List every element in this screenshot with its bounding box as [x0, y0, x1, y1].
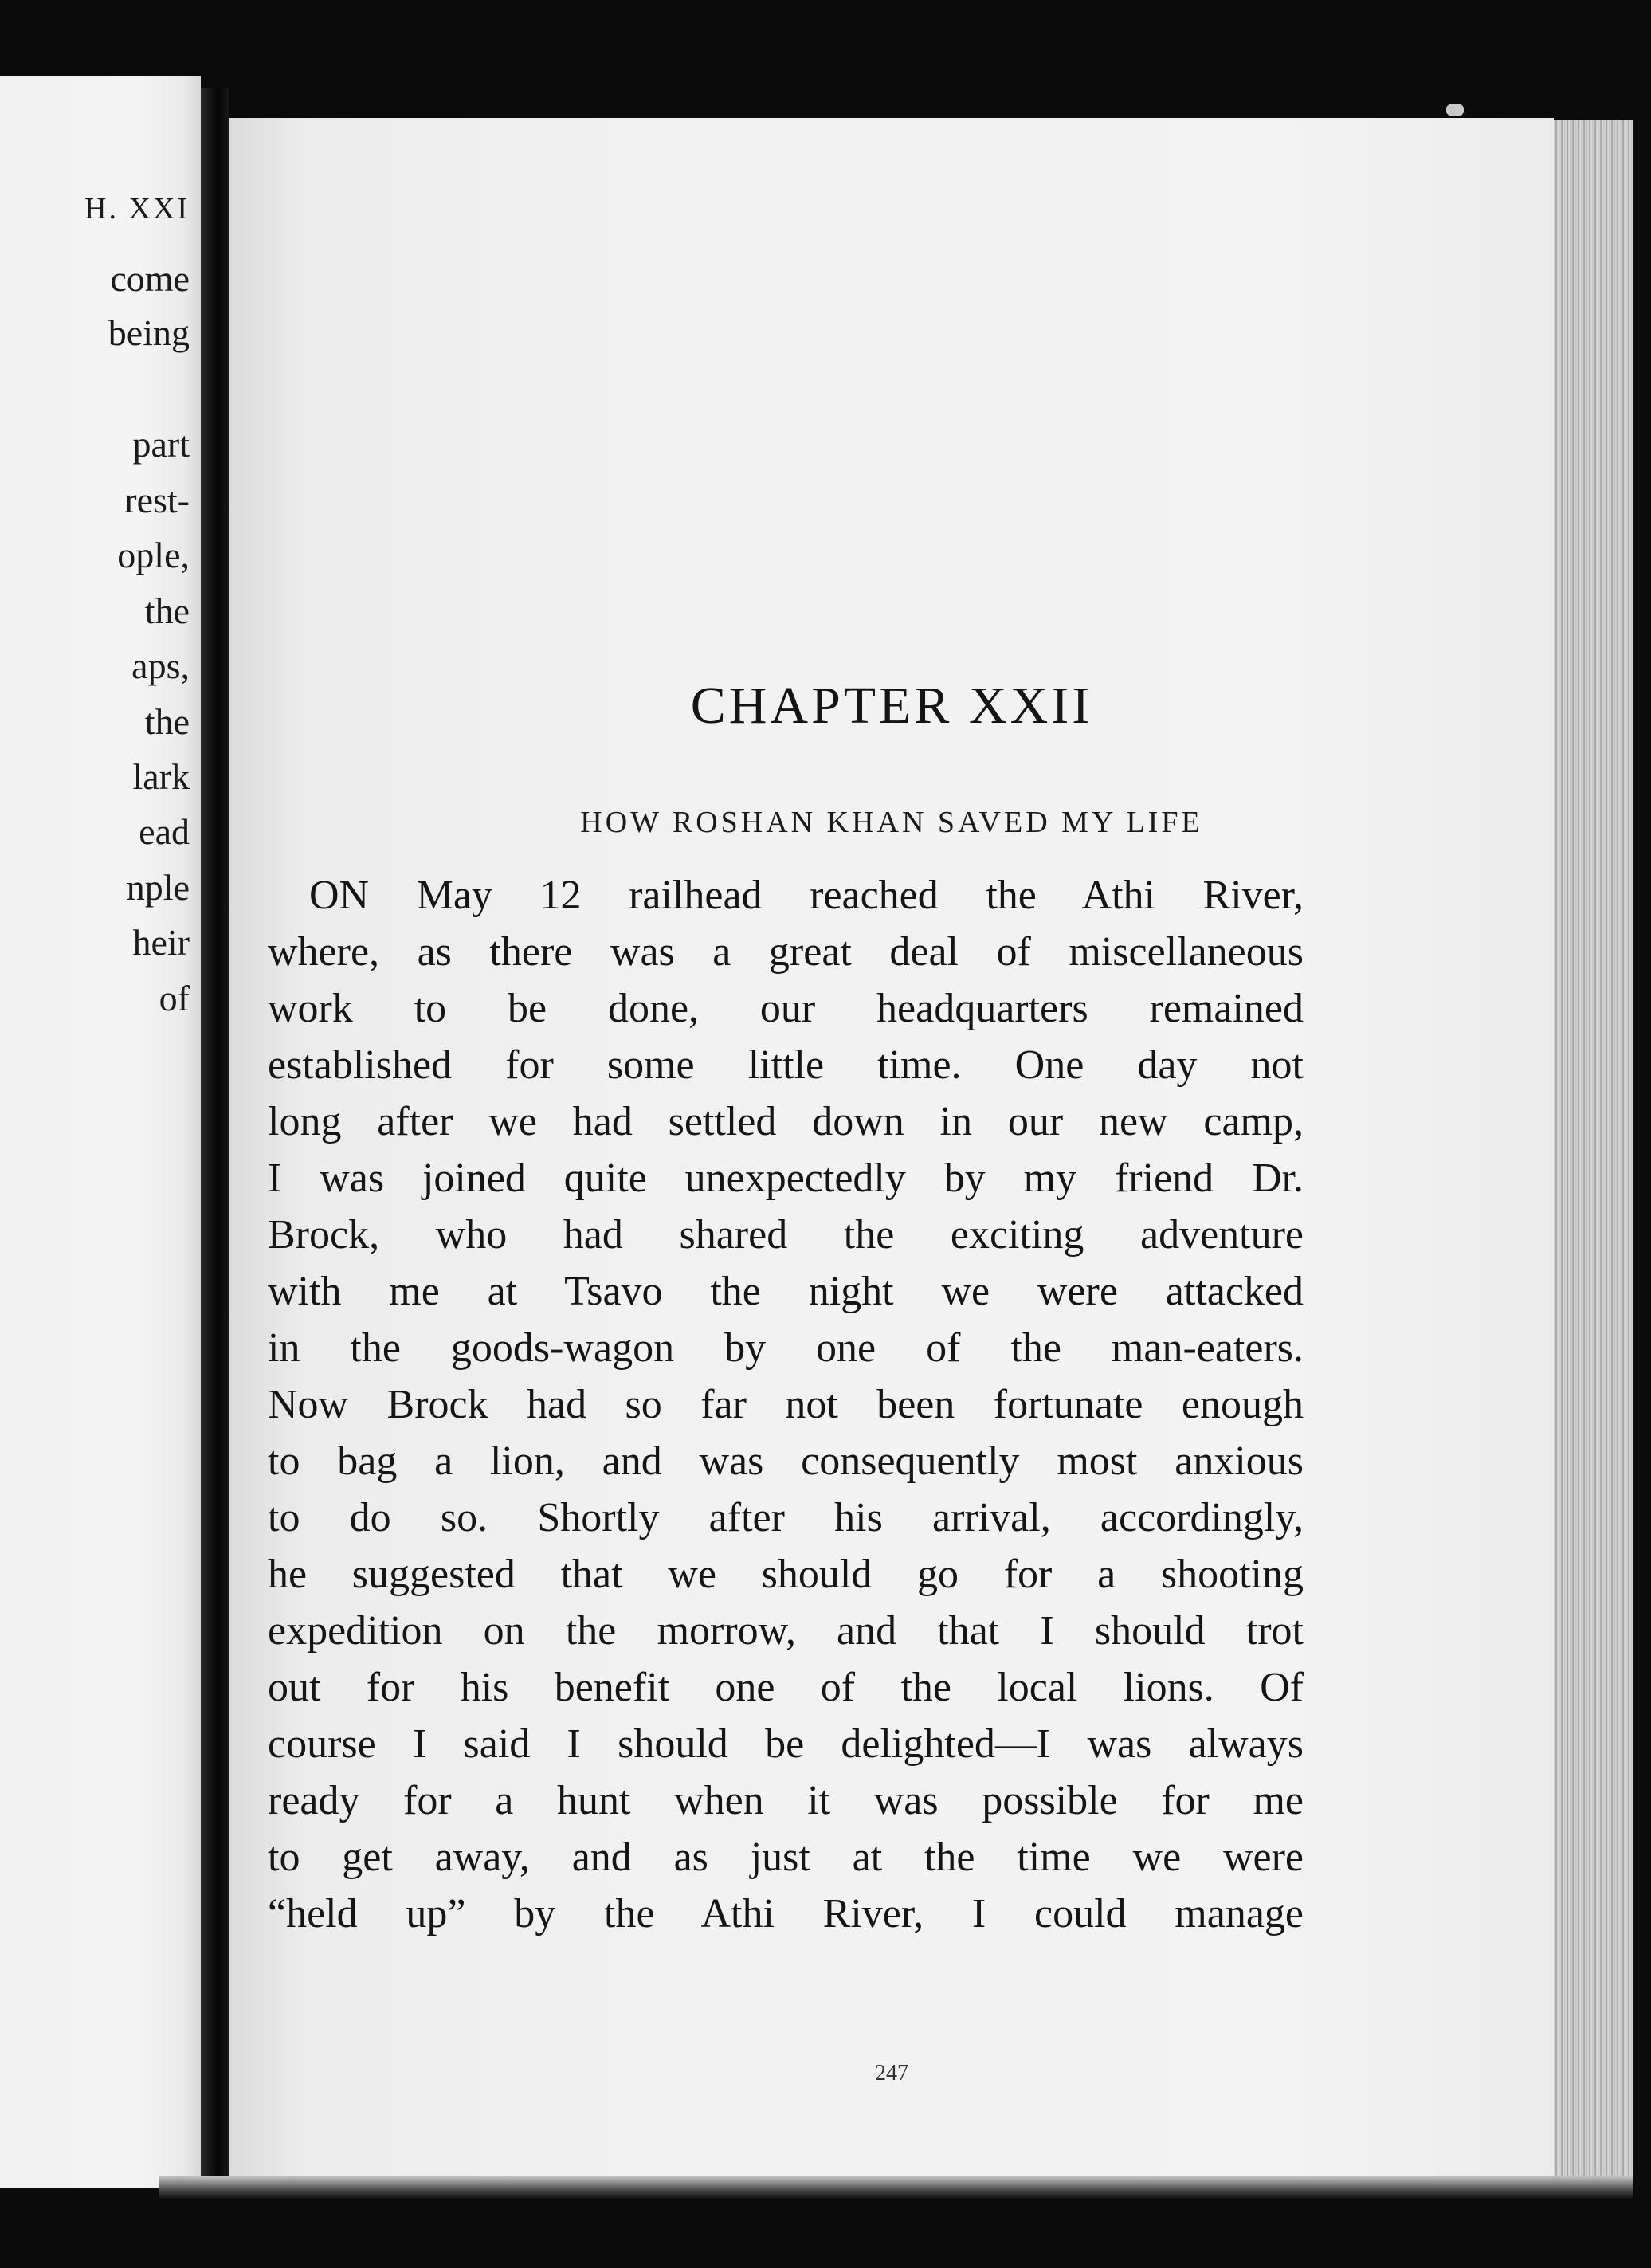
text-line: to do so. Shortly after his arrival, accordingly, — [268, 1495, 1304, 1540]
text-line: he suggested that we should go for a shooting — [268, 1552, 1304, 1597]
text-line: expedition on the morrow, and that I should trot — [268, 1608, 1304, 1654]
text-line: to bag a lion, and was consequently most anxious — [268, 1438, 1304, 1484]
text-line: I was joined quite unexpectedly by my friend Dr. — [268, 1156, 1304, 1201]
text-line: to get away, and as just at the time we were — [268, 1834, 1304, 1880]
page-bottom-edge — [159, 2176, 1633, 2199]
text-line: Brock, who had shared the exciting adventure — [268, 1212, 1304, 1258]
chapter-title: CHAPTER XXII — [690, 677, 1093, 735]
left-line-fragment: come — [110, 258, 190, 299]
left-line-fragment: the — [144, 701, 190, 742]
left-line-fragment: heir — [132, 922, 190, 963]
left-running-head: H. XXI — [84, 192, 190, 226]
left-line-fragment: part — [132, 424, 190, 465]
left-line-fragment: ead — [139, 811, 190, 852]
text-line: where, as there was a great deal of miscellaneous — [268, 929, 1304, 975]
left-line-fragment: ople, — [117, 535, 190, 575]
book-gutter — [201, 88, 229, 2191]
left-page — [0, 76, 201, 2188]
text-line: long after we had settled down in our new camp, — [268, 1099, 1304, 1144]
text-line: work to be done, our headquarters remained — [268, 986, 1304, 1031]
left-line-fragment: rest- — [124, 480, 190, 520]
page-fore-edge — [1554, 120, 1633, 2191]
text-line: in the goods-wagon by one of the man-eaters. — [268, 1325, 1304, 1371]
text-line: established for some little time. One day not — [268, 1042, 1304, 1088]
chapter-subtitle: HOW ROSHAN KHAN SAVED MY LIFE — [580, 806, 1203, 839]
body-text — [268, 867, 1304, 1942]
right-page — [229, 118, 1554, 2182]
left-line-fragment: being — [108, 312, 190, 353]
text-line: with me at Tsavo the night we were attacked — [268, 1269, 1304, 1314]
text-line: out for his benefit one of the local lions. Of — [268, 1665, 1304, 1710]
text-line: “held up” by the Athi River, I could manage — [268, 1891, 1304, 1936]
left-line-fragment: lark — [132, 756, 190, 797]
text-line: ON May 12 railhead reached the Athi River, — [309, 873, 1304, 918]
left-line-fragment: nple — [126, 867, 190, 908]
text-line: ready for a hunt when it was possible for me — [268, 1778, 1304, 1823]
text-line: course I said I should be delighted—I was always — [268, 1721, 1304, 1767]
left-line-fragment: the — [144, 591, 190, 631]
page-number: 247 — [875, 2061, 908, 2086]
left-line-fragment: of — [159, 978, 190, 1018]
text-line: Now Brock had so far not been fortunate enough — [268, 1382, 1304, 1427]
scan-speck — [1446, 104, 1464, 116]
left-line-fragment: aps, — [131, 645, 190, 686]
